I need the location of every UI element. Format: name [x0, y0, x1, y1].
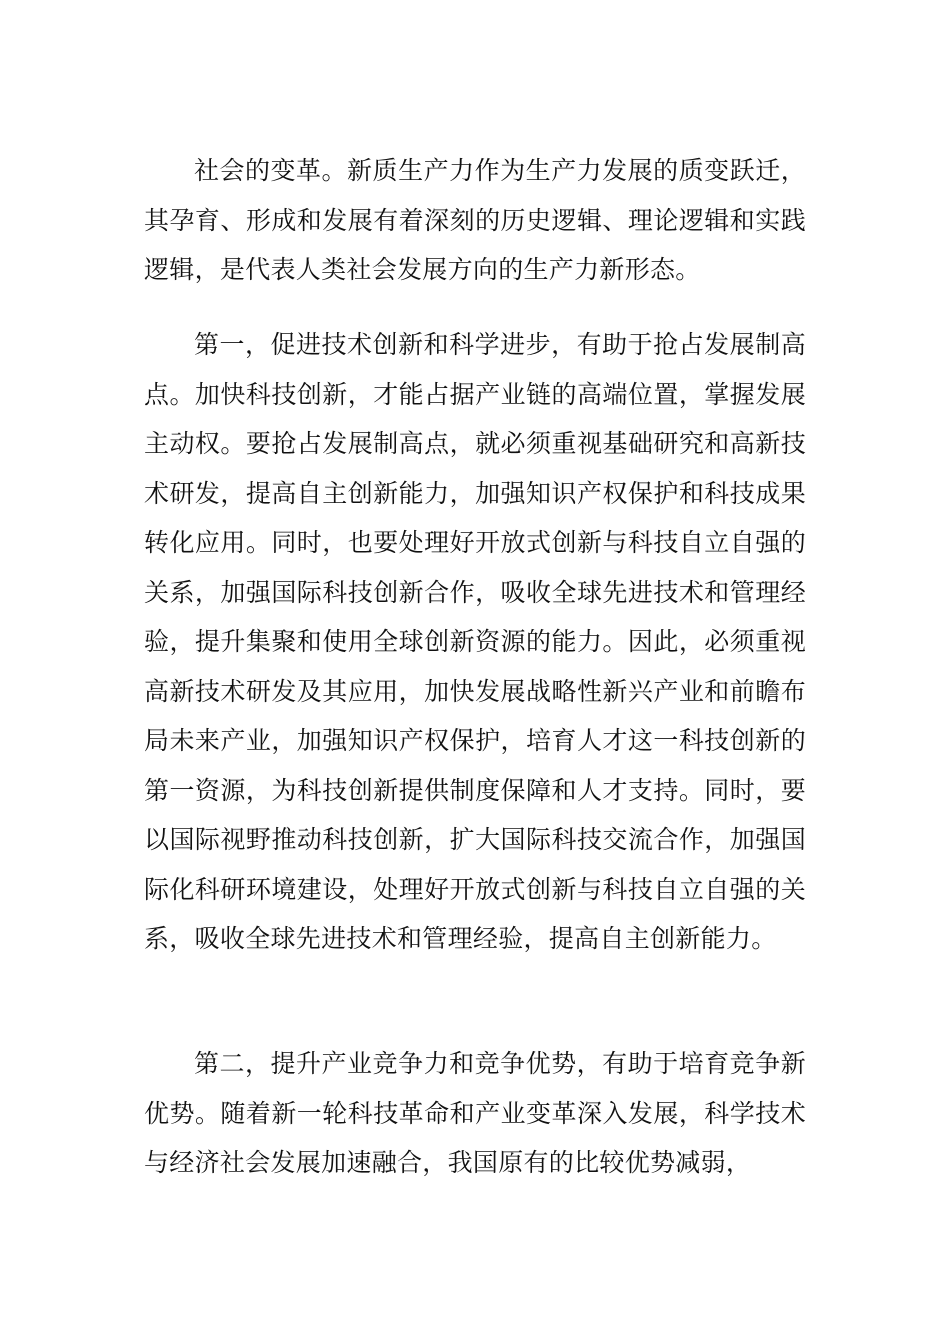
paragraph-second-point: 第二，提升产业竞争力和竞争优势，有助于培育竞争新优势。随着新一轮科技革命和产业变革深入发展，科学技术与经济社会发展加速融合，我国原有的比较优势减弱， [144, 1049, 806, 1177]
paragraph-first-point: 第一，促进技术创新和科学进步，有助于抢占发展制高点。加快科技创新，才能占据产业链的高端位置，掌握发展主动权。要抢占发展制高点，就必须重视基础研究和高新技术研发，提高自主创新能力，加强知识产权保护和科技成果转化应用。同时，也要处理好开放式创新与科技自立自强的关系，加强国际科技创新合作，吸收全球先进技术和管理经验，提升集聚和使用全球创新资源的能力。因此，必须重视高新技术研发及其应用，加快发展战略性新兴产业和前瞻布局未来产业，加强知识产权保护，培育人才这一科技创新的第一资源，为科技创新提供制度保障和人才支持。同时，要以国际视野推动科技创新，扩大国际科技交流合作，加强国际化科研环境建设，处理好开放式创新与科技自立自强的关系，吸收全球先进技术和管理经验，提高自主创新能力。 [144, 330, 806, 953]
paragraph-social-change: 社会的变革。新质生产力作为生产力发展的质变跃迁，其孕育、形成和发展有着深刻的历史逻辑、理论逻辑和实践逻辑，是代表人类社会发展方向的生产力新形态。 [144, 156, 806, 284]
